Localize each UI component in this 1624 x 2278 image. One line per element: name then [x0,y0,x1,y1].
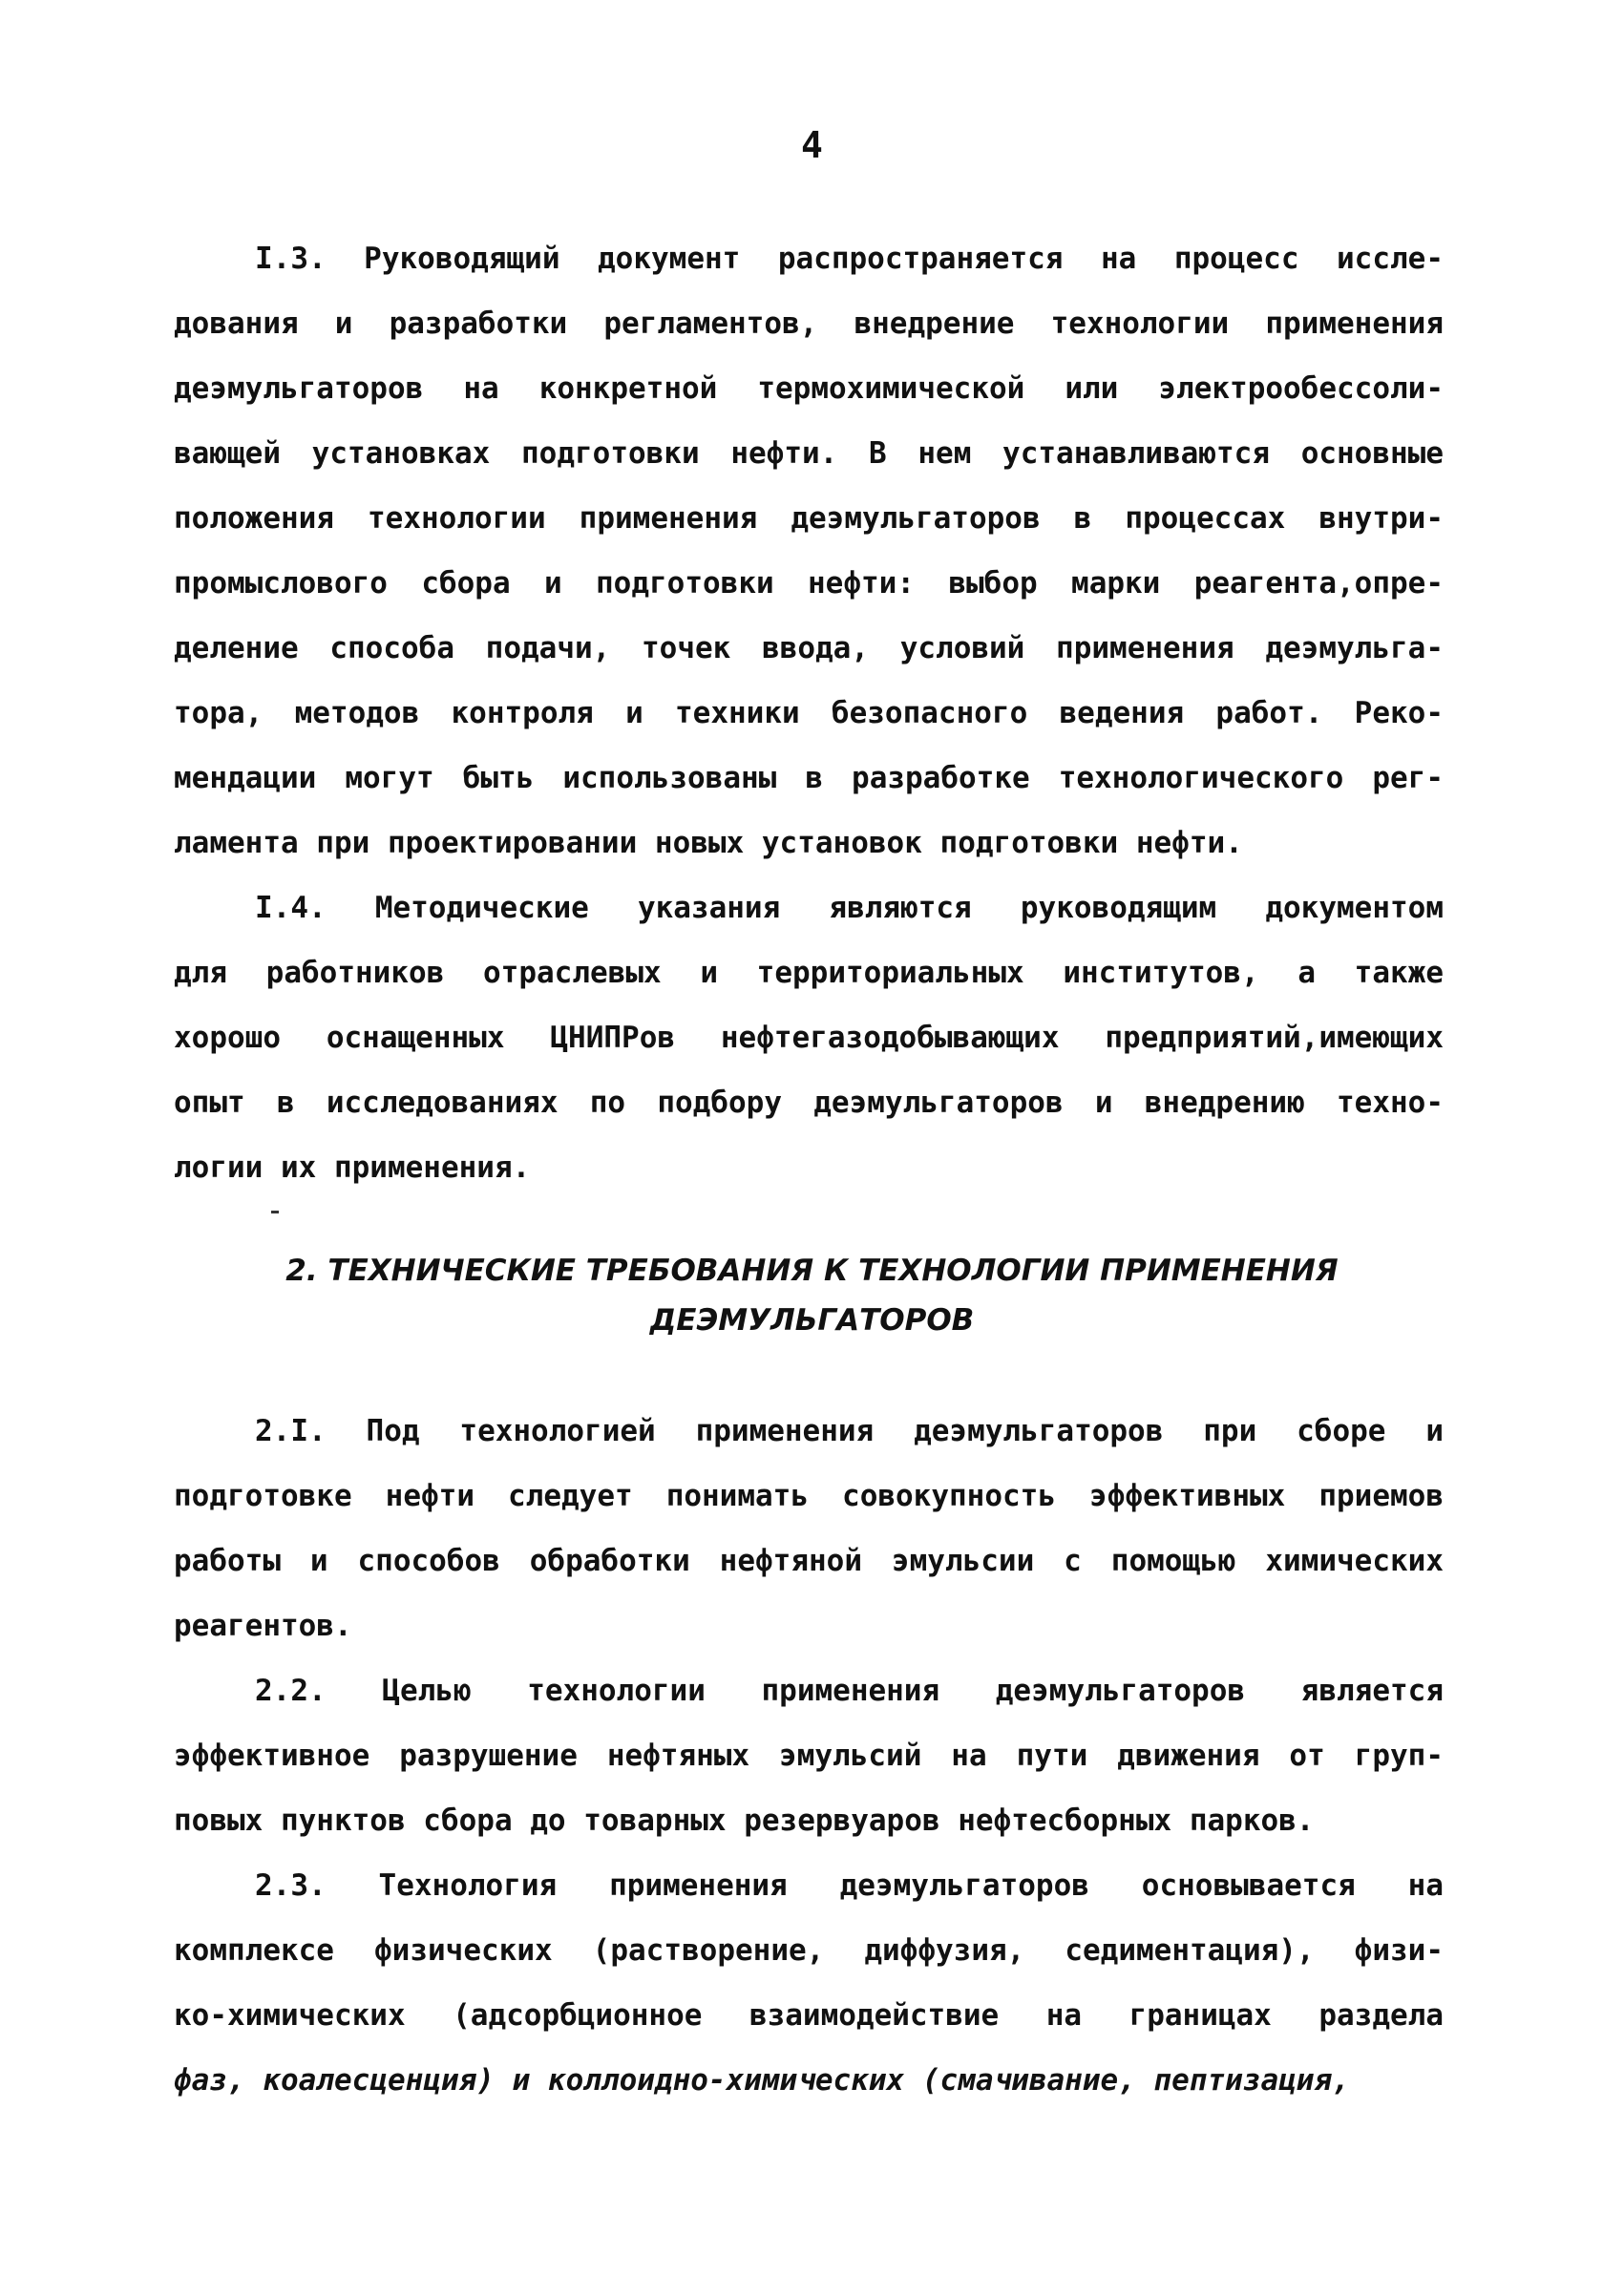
text-line: положения технологии применения деэмульгаторов в процессах внутри- [174,501,1444,536]
stray-mark [271,1211,279,1213]
text-line: ко-химических (адсорбционное взаимодействие на границах раздела [174,1998,1444,2033]
text-line: эффективное разрушение нефтяных эмульсий на пути движения от груп- [174,1739,1444,1773]
text-line: мендации могут быть использованы в разработке технологического рег- [174,761,1444,795]
text-line: реагентов. [174,1609,352,1643]
page-number: 4 [801,124,823,166]
text-line: комплексе физических (растворение, диффузия, седиментация), физи- [174,1933,1444,1968]
text-line: I.3. Руководящий документ распространяется на процесс иссле- [255,242,1444,276]
text-line: вающей установках подготовки нефти. В нем устанавливаются основные [174,436,1444,471]
text-line: подготовке нефти следует понимать совокупность эффективных приемов [174,1479,1444,1513]
text-line: логии их применения. [174,1150,531,1185]
paragraph-1-4 [174,875,1444,1200]
section-heading-line1: 2. ТЕХНИЧЕСКИЕ ТРЕБОВАНИЯ К ТЕХНОЛОГИИ ПРИМЕНЕНИЯ [285,1254,1339,1288]
text-line: тора, методов контроля и техники безопасного ведения работ. Реко- [174,696,1444,730]
text-line: I.4. Методические указания являются руководящим документом [255,891,1444,925]
text-line: деэмульгаторов на конкретной термохимической или электрообессоли- [174,371,1444,406]
text-line: фаз, коалесценция) и коллоидно-химических (смачивание, пептизация, [174,2063,1350,2098]
text-line: дования и разработки регламентов, внедрение технологии применения [174,306,1444,341]
text-line: промыслового сбора и подготовки нефти: выбор марки реагента,опре- [174,566,1444,601]
text-line: 2.2. Целью технологии применения деэмульгаторов является [255,1674,1444,1708]
text-line: повых пунктов сбора до товарных резервуаров нефтесборных парков. [174,1803,1315,1838]
text-line: работы и способов обработки нефтяной эмульсии с помощью химических [174,1544,1444,1578]
paragraph-1-3 [174,226,1444,875]
section-heading [0,1246,1624,1345]
paragraph-2-3 [174,1853,1444,2113]
text-line: 2.I. Под технологией применения деэмульгаторов при сборе и [255,1414,1444,1448]
paragraph-2-1 [174,1399,1444,1658]
text-line: для работников отраслевых и территориальных институтов, а также [174,956,1444,990]
text-line: хорошо оснащенных ЦНИПРов нефтегазодобывающих предприятий,имеющих [174,1021,1444,1055]
text-line: ламента при проектировании новых установок подготовки нефти. [174,826,1243,860]
text-line: деление способа подачи, точек ввода, условий применения деэмульга- [174,631,1444,665]
paragraph-2-2 [174,1658,1444,1853]
section-heading-line2: ДЕЭМУЛЬГАТОРОВ [649,1303,975,1338]
text-line: 2.3. Технология применения деэмульгаторов основывается на [255,1868,1444,1903]
text-line: опыт в исследованиях по подбору деэмульгаторов и внедрению техно- [174,1086,1444,1120]
